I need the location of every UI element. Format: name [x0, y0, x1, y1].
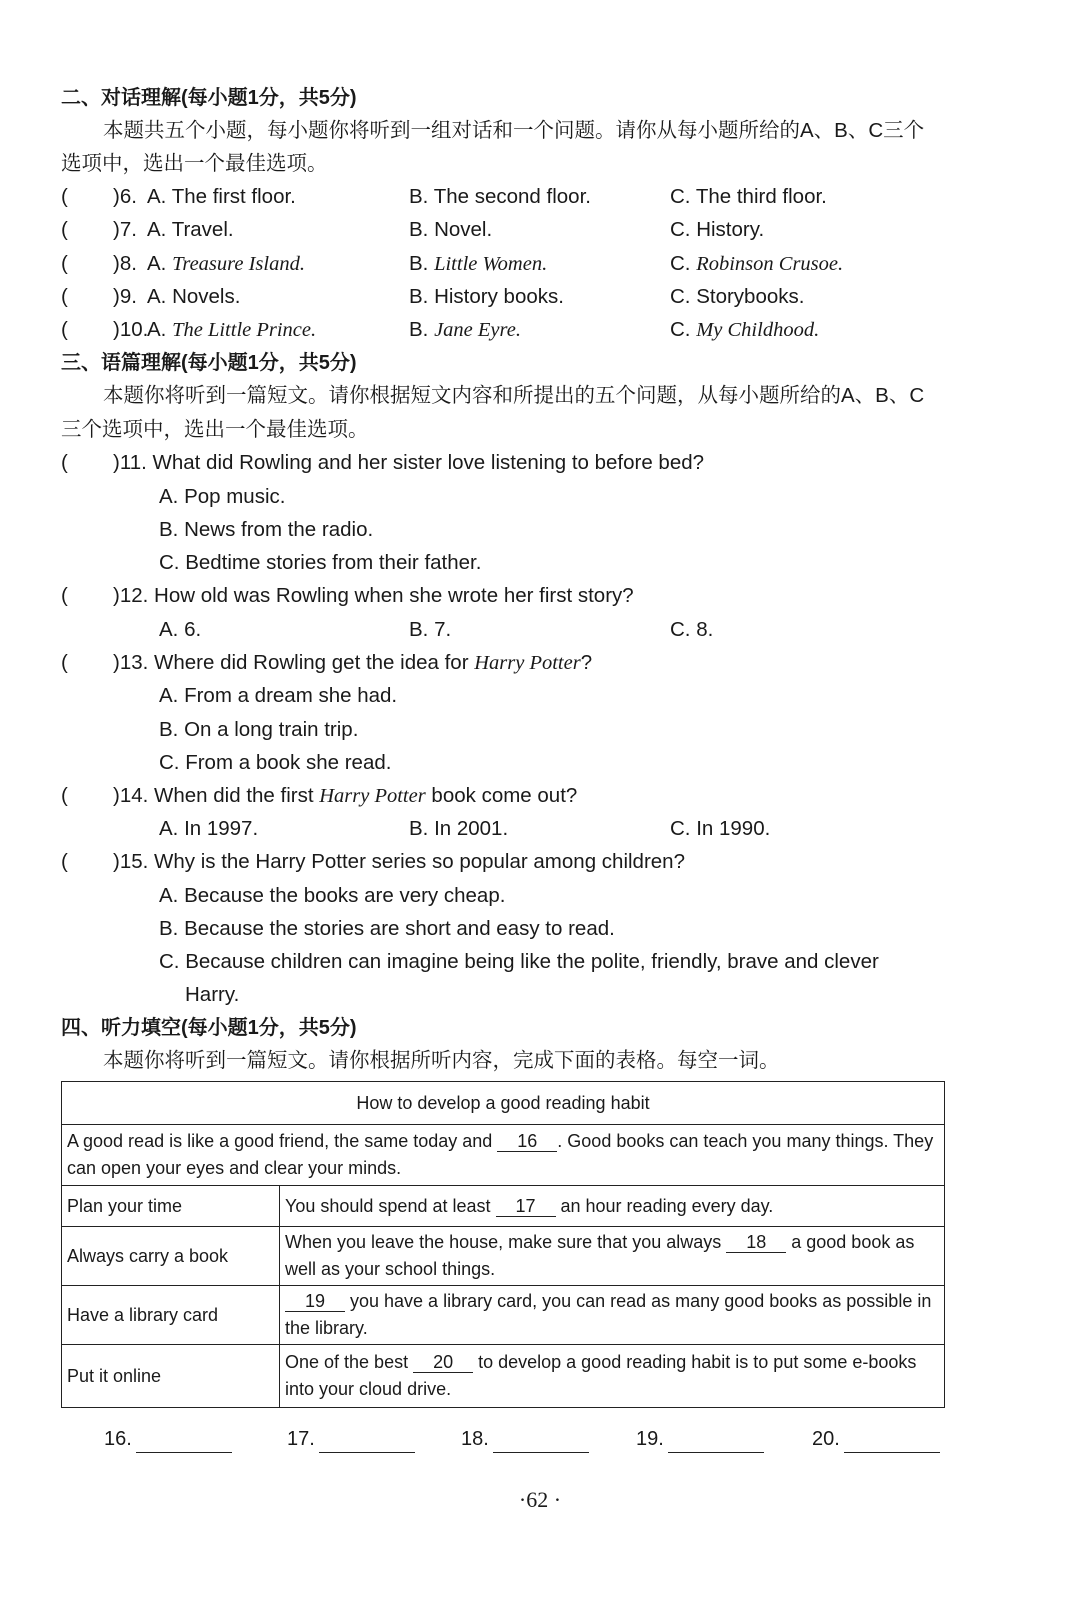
answer-number: 16. — [104, 1428, 132, 1450]
answer-paren[interactable]: ( — [61, 850, 68, 873]
option-c: C. From a book she read. — [159, 751, 392, 774]
row-text: You should spend at least — [285, 1195, 496, 1216]
question-text: )11. What did Rowling and her sister love listening to before bed? — [113, 451, 705, 474]
answer-line-17 — [287, 1425, 415, 1453]
option-letter: A. — [147, 318, 173, 341]
option-b: B. News from the radio. — [159, 518, 374, 541]
blank-16: 16 — [497, 1131, 557, 1152]
answer-paren[interactable]: ( — [61, 185, 68, 208]
row-text: you have a library card, you can read as many good books as possible in the library. — [285, 1291, 932, 1338]
section2-instructions-cont: 选项中，选出一个最佳选项。 — [61, 152, 328, 175]
blank-19: 19 — [285, 1291, 345, 1312]
answer-blank[interactable] — [493, 1432, 589, 1453]
option-letter: C. — [670, 252, 697, 275]
answer-line-16 — [104, 1425, 232, 1453]
book-title: Treasure Island. — [172, 253, 305, 275]
reading-habit-table — [61, 1081, 945, 1408]
intro-text: A good read is like a good friend, the same today and — [67, 1131, 498, 1151]
option-a: A. In 1997. — [159, 817, 259, 840]
option-a: A. Novels. — [147, 285, 241, 308]
answer-paren[interactable]: ( — [61, 451, 68, 474]
option-b: B. 7. — [409, 618, 452, 641]
option-c: C. 8. — [670, 618, 714, 641]
row-text: a good book as well as your school things. — [285, 1232, 915, 1279]
option-c: C. Because children can imagine being like the polite, friendly, brave and clever — [159, 950, 879, 973]
option-letter: A. — [147, 252, 173, 275]
answer-number: 18. — [461, 1428, 489, 1450]
table-heading: How to develop a good reading habit — [62, 1082, 945, 1125]
table-row-label: Put it online — [62, 1345, 280, 1408]
table-row-content — [280, 1186, 945, 1227]
answer-number: 17. — [287, 1428, 315, 1450]
page-number: ·62 · — [518, 1487, 562, 1512]
option-c — [670, 316, 819, 344]
table-row-content — [280, 1345, 945, 1408]
book-title: Little Women. — [434, 253, 548, 275]
question-number: )6. — [113, 185, 137, 208]
question-text: )15. Why is the Harry Potter series so popular among children? — [113, 850, 685, 873]
option-a: A. Pop music. — [159, 485, 286, 508]
answer-blank[interactable] — [319, 1432, 415, 1453]
book-title: Harry Potter — [474, 652, 581, 674]
option-letter: B. — [409, 318, 435, 341]
option-a: A. 6. — [159, 618, 202, 641]
table-row-label: Always carry a book — [62, 1227, 280, 1286]
answer-paren[interactable]: ( — [61, 584, 68, 607]
question-text — [113, 649, 592, 677]
answer-blank[interactable] — [844, 1432, 940, 1453]
blank-17: 17 — [496, 1196, 556, 1217]
answer-blank[interactable] — [668, 1432, 764, 1453]
option-a: A. Travel. — [147, 218, 234, 241]
question-number: )7. — [113, 218, 137, 241]
option-c-cont: Harry. — [185, 983, 240, 1006]
book-title: Harry Potter — [319, 785, 426, 807]
answer-paren[interactable]: ( — [61, 252, 68, 275]
section2-instructions: 本题共五个小题，每小题你将听到一组对话和一个问题。请你从每小题所给的A、B、C三个 — [103, 119, 925, 142]
question-number: )8. — [113, 252, 137, 275]
option-c: C. The third floor. — [670, 185, 827, 208]
section3-instructions: 本题你将听到一篇短文。请你根据短文内容和所提出的五个问题，从每小题所给的A、B、C — [103, 384, 925, 407]
option-a — [147, 316, 316, 344]
section3-instructions-cont: 三个选项中，选出一个最佳选项。 — [61, 418, 369, 441]
option-b — [409, 316, 521, 344]
book-title: The Little Prince. — [172, 319, 317, 341]
row-text: When you leave the house, make sure that you always — [285, 1232, 727, 1252]
question-text — [113, 782, 577, 810]
answer-blank[interactable] — [136, 1432, 232, 1453]
blank-20: 20 — [413, 1352, 473, 1373]
book-title: Robinson Crusoe. — [696, 253, 844, 275]
option-c — [670, 250, 843, 278]
answer-paren[interactable]: ( — [61, 651, 68, 674]
section3-title: 三、语篇理解(每小题1分，共5分) — [61, 352, 357, 374]
option-b: B. The second floor. — [409, 185, 591, 208]
option-c: C. In 1990. — [670, 817, 771, 840]
option-c: C. Storybooks. — [670, 285, 805, 308]
question-number: )9. — [113, 285, 137, 308]
question-text-part: ? — [580, 651, 593, 674]
question-text-part: book come out? — [425, 784, 578, 807]
question-number: )10. — [113, 318, 149, 341]
option-a — [147, 250, 305, 278]
row-text: an hour reading every day. — [555, 1195, 774, 1216]
table-row-label: Plan your time — [62, 1186, 280, 1227]
answer-paren[interactable]: ( — [61, 285, 68, 308]
table-row-content — [280, 1227, 945, 1286]
option-b: B. On a long train trip. — [159, 718, 359, 741]
row-text: to develop a good reading habit is to put some e-books into your cloud drive. — [285, 1352, 917, 1399]
book-title: My Childhood. — [696, 319, 820, 341]
answer-line-18 — [461, 1425, 589, 1453]
answer-paren[interactable]: ( — [61, 784, 68, 807]
blank-18: 18 — [726, 1232, 786, 1253]
table-intro — [62, 1125, 945, 1186]
answer-paren[interactable]: ( — [61, 218, 68, 241]
option-b: B. Because the stories are short and easy to read. — [159, 917, 615, 940]
question-text: )12. How old was Rowling when she wrote her first story? — [113, 584, 634, 607]
table-row-label: Have a library card — [62, 1286, 280, 1345]
book-title: Jane Eyre. — [434, 319, 521, 341]
row-text: One of the best — [285, 1352, 414, 1372]
option-a: A. From a dream she had. — [159, 684, 398, 707]
option-c: C. Bedtime stories from their father. — [159, 551, 482, 574]
answer-number: 19. — [636, 1428, 664, 1450]
option-b: B. Novel. — [409, 218, 493, 241]
option-c: C. History. — [670, 218, 765, 241]
option-a: A. The first floor. — [147, 185, 296, 208]
option-letter: C. — [670, 318, 697, 341]
question-text-part: )13. Where did Rowling get the idea for — [113, 651, 475, 674]
option-b — [409, 250, 547, 278]
option-a: A. Because the books are very cheap. — [159, 884, 506, 907]
question-text-part: )14. When did the first — [113, 784, 320, 807]
intro-text: . Good books can teach you many things. They can open your eyes and clear your minds. — [67, 1131, 934, 1178]
section4-instructions: 本题你将听到一篇短文。请你根据所听内容，完成下面的表格。每空一词。 — [103, 1049, 780, 1072]
option-b: B. History books. — [409, 285, 564, 308]
answer-number: 20. — [812, 1428, 840, 1450]
table-row-content — [280, 1286, 945, 1345]
answer-line-19 — [636, 1425, 764, 1453]
option-b: B. In 2001. — [409, 817, 509, 840]
section2-title: 二、对话理解(每小题1分，共5分) — [61, 87, 357, 109]
answer-paren[interactable]: ( — [61, 318, 68, 341]
section4-title: 四、听力填空(每小题1分，共5分) — [61, 1017, 357, 1039]
answer-line-20 — [812, 1425, 940, 1453]
option-letter: B. — [409, 252, 435, 275]
